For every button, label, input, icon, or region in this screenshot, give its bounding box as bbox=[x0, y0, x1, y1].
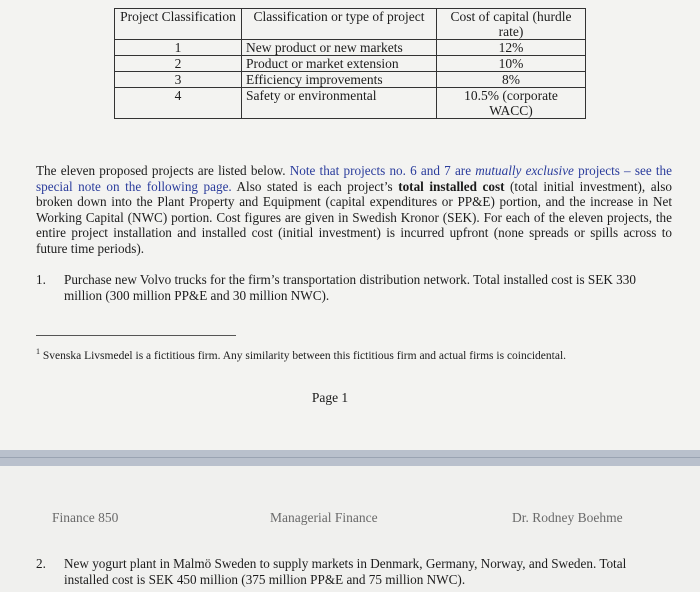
row-rate: 8% bbox=[437, 72, 586, 88]
row-type: Efficiency improvements bbox=[242, 72, 437, 88]
footnote-marker: 1 bbox=[36, 347, 40, 356]
header-classification-type: Classification or type of project bbox=[242, 9, 437, 40]
table-row bbox=[115, 72, 586, 88]
list-item-text: New yogurt plant in Malmö Sweden to supply markets in Denmark, Germany, Norway, and Sweden. Total installed cost is SEK 450 million (375 million PP&E and 75 million NWC). bbox=[64, 556, 627, 587]
header-subject: Managerial Finance bbox=[270, 510, 378, 525]
special-note-text: Note that projects no. 6 and 7 are mutually exclusive projects – see the special note on the following page. bbox=[36, 163, 672, 194]
list-item bbox=[36, 556, 672, 587]
header-cost-of-capital: Cost of capital (hurdle rate) bbox=[437, 9, 586, 40]
paragraph-text-3: (total initial investment), also broken down into the Plant Property and Equipment (capital expenditures or PP&E) portion, and the increase in Net Working Capital (NWC) portion. Cost figures are given in Swedish Kronor (SEK). For each of the eleven projects, the entire project installation and installed cost (initial investment) is incurred upfront (none spreads or spills across to future time periods). bbox=[36, 178, 672, 256]
mutually-exclusive-text: mutually exclusive bbox=[475, 163, 574, 178]
list-item bbox=[36, 272, 672, 303]
header-course: Finance 850 bbox=[52, 510, 119, 525]
row-type: New product or new markets bbox=[242, 40, 437, 56]
list-item-text: Purchase new Volvo trucks for the firm’s transportation distribution network. Total installed cost is SEK 330 million (300 million PP&E and 30 million NWC). bbox=[64, 272, 636, 303]
paragraph-text-1: The eleven proposed projects are listed below. bbox=[36, 163, 290, 178]
table-row bbox=[115, 88, 586, 119]
row-rate: 12% bbox=[437, 40, 586, 56]
footnote-divider bbox=[36, 335, 236, 336]
row-number: 4 bbox=[115, 88, 242, 119]
row-rate: 10% bbox=[437, 56, 586, 72]
table-row bbox=[115, 56, 586, 72]
page-number: Page 1 bbox=[311, 390, 349, 405]
page-break-gap bbox=[0, 450, 700, 466]
header-project-classification: Project Classification bbox=[115, 9, 242, 40]
row-number: 3 bbox=[115, 72, 242, 88]
footnote bbox=[36, 345, 676, 363]
table-header-row bbox=[115, 9, 586, 40]
intro-paragraph bbox=[36, 163, 672, 257]
row-type: Safety or environmental bbox=[242, 88, 437, 119]
row-rate: 10.5% (corporate WACC) bbox=[437, 88, 586, 119]
table-row bbox=[115, 40, 586, 56]
row-type: Product or market extension bbox=[242, 56, 437, 72]
row-number: 2 bbox=[115, 56, 242, 72]
header-instructor: Dr. Rodney Boehme bbox=[512, 510, 623, 525]
project-classification-table bbox=[114, 8, 586, 119]
total-installed-cost-text: total installed cost bbox=[398, 178, 505, 194]
list-item-number: 1. bbox=[36, 272, 46, 287]
paragraph-text-2: Also stated is each project’s bbox=[231, 178, 399, 194]
row-number: 1 bbox=[115, 40, 242, 56]
footnote-text: Svenska Livsmedel is a fictitious firm. Any similarity between this fictitious firm and actual firms is coincidental. bbox=[42, 349, 567, 362]
running-header bbox=[0, 510, 700, 526]
list-item-number: 2. bbox=[36, 556, 46, 571]
